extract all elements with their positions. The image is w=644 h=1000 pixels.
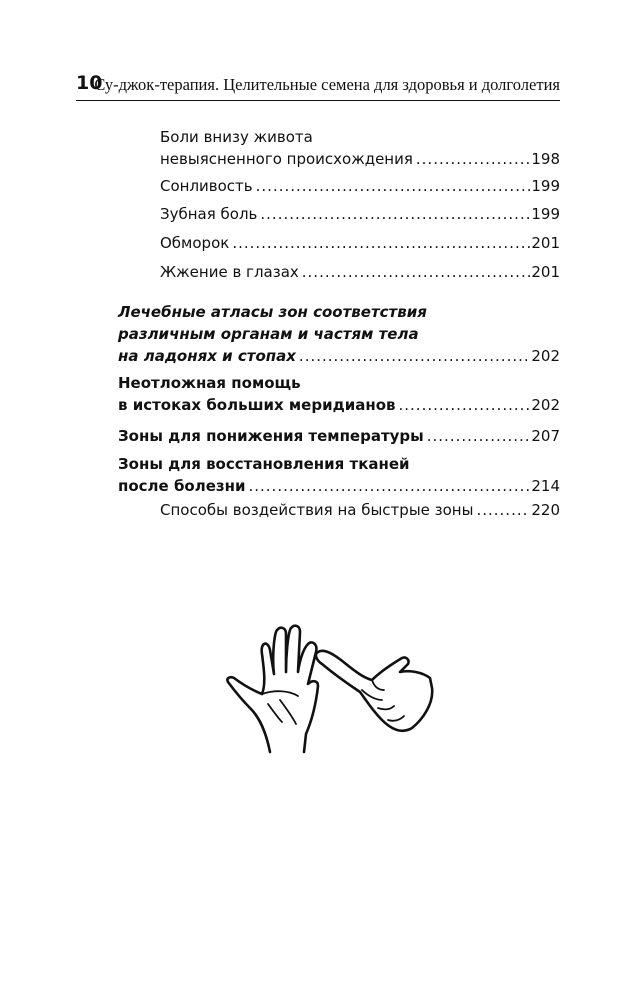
toc-section-tissue-recovery[interactable] (118, 453, 560, 497)
toc-page-number: 220 (531, 501, 560, 519)
toc-entry-line (160, 261, 560, 283)
toc-entry-line (160, 203, 560, 225)
toc-section-atlases[interactable] (118, 301, 560, 367)
toc-section-title-line: после болезни (118, 477, 246, 495)
toc-entry-line (118, 394, 560, 416)
leader-dots (476, 499, 530, 521)
toc-section-title-line: различным органам и частям тела (118, 325, 419, 343)
toc-page-number: 214 (531, 477, 560, 495)
toc-page-number: 198 (531, 150, 560, 168)
toc-page-number: 199 (531, 205, 560, 223)
leader-dots (416, 148, 530, 170)
toc-section-title: Зоны для понижения температуры (118, 427, 424, 445)
toc-entry-line (160, 499, 560, 521)
toc-section-title-line: в истоках больших меридианов (118, 396, 396, 414)
toc-page-number: 202 (531, 347, 560, 365)
toc-section-temperature-zones[interactable] (118, 425, 560, 447)
toc-section-title-line: Зоны для восстановления тканей (118, 455, 410, 473)
toc-page-number: 201 (531, 263, 560, 281)
leader-dots (232, 232, 530, 254)
leader-dots (260, 203, 530, 225)
page-number: 10 (76, 72, 103, 94)
page-header (76, 70, 560, 101)
toc-entry-line (160, 148, 560, 170)
toc-entry-quick-zones[interactable] (160, 499, 560, 521)
leader-dots (256, 175, 531, 197)
toc-section-title-line: на ладонях и стопах (118, 347, 296, 365)
toc-page-number: 201 (531, 234, 560, 252)
toc-page-number: 199 (531, 177, 560, 195)
leader-dots (302, 261, 531, 283)
toc-entry-burning-eyes[interactable] (160, 261, 560, 283)
toc-entry-fainting[interactable] (160, 232, 560, 254)
running-title: Су-джок-терапия. Целительные семена для здоровья и долголетия (94, 75, 560, 94)
toc-entry-title: Способы воздействия на быстрые зоны (160, 501, 474, 519)
leader-dots (399, 394, 531, 416)
leader-dots (427, 425, 531, 447)
toc-entry-title-line: Боли внизу живота (160, 128, 313, 146)
toc-entry-title: Обморок (160, 234, 230, 252)
toc-entry-line (118, 425, 560, 447)
toc-entry-title: Зубная боль (160, 205, 258, 223)
toc-entry-title: Жжение в глазах (160, 263, 299, 281)
toc-entry-drowsiness[interactable] (160, 175, 560, 197)
toc-page-number: 207 (531, 427, 560, 445)
toc-section-emergency-help[interactable] (118, 372, 560, 416)
leader-dots (299, 345, 530, 367)
toc-entry-line (160, 232, 560, 254)
toc-section-title-line: Неотложная помощь (118, 374, 301, 392)
toc-entry-title-line: невыясненного происхождения (160, 150, 413, 168)
toc-entry-toothache[interactable] (160, 203, 560, 225)
toc-section-title-line: Лечебные атласы зон соответствия (118, 303, 427, 321)
toc-page-number: 202 (531, 396, 560, 414)
leader-dots (248, 475, 530, 497)
hands-illustration (222, 624, 434, 754)
toc-entry-line (118, 475, 560, 497)
toc-entry-title: Сонливость (160, 177, 253, 195)
toc-entry-line (118, 345, 560, 367)
toc-entry-line (160, 175, 560, 197)
toc-entry-abdominal-pain[interactable] (160, 126, 560, 170)
